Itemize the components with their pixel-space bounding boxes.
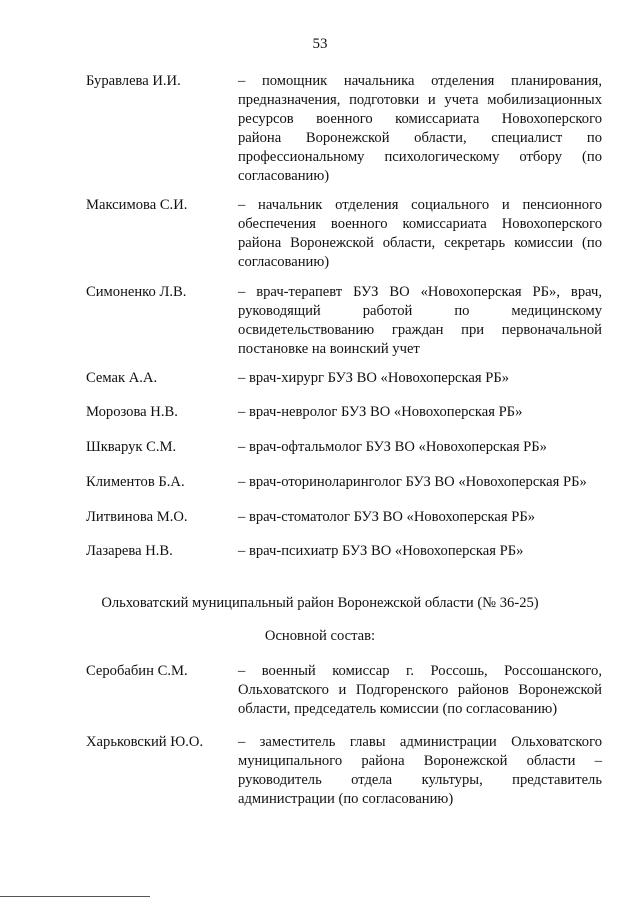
member-name: Буравлева И.И. — [86, 73, 181, 89]
member-name: Климентов Б.А. — [86, 474, 185, 490]
page-number: 53 — [312, 36, 328, 52]
member-name: Шкварук С.М. — [86, 439, 177, 455]
member-name: Семак А.А. — [86, 370, 158, 386]
member-name: Максимова С.И. — [86, 197, 188, 213]
member-description: – врач-стоматолог БУЗ ВО «Новохоперская РБ» — [238, 509, 535, 525]
district-heading: Ольховатский муниципальный район Воронежской области (№ 36-25) — [101, 595, 539, 611]
member-name: Литвинова М.О. — [86, 509, 188, 525]
member-name: Морозова Н.В. — [86, 404, 178, 420]
footnote-rule — [0, 896, 150, 897]
member-description: – заместитель главы администрации Ольховатского муниципального района Воронежской области – руководитель отдела культуры, представитель администрации (по согласованию) — [238, 734, 602, 807]
member-name: Харьковский Ю.О. — [86, 734, 204, 750]
member-description: – врач-офтальмолог БУЗ ВО «Новохоперская РБ» — [238, 439, 547, 455]
member-name: Лазарева Н.В. — [86, 543, 173, 559]
composition-heading: Основной состав: — [264, 628, 376, 644]
member-name: Симоненко Л.В. — [86, 284, 187, 300]
member-name: Серобабин С.М. — [86, 663, 188, 679]
member-description: – военный комиссар г. Россошь, Россошанского, Ольховатского и Подгоренского районов Воронежской области, председатель комиссии (по согласованию) — [238, 663, 602, 717]
member-description: – врач-оториноларинголог БУЗ ВО «Новохоперская РБ» — [238, 474, 587, 490]
member-description: – врач-невролог БУЗ ВО «Новохоперская РБ» — [238, 404, 523, 420]
member-description: – начальник отделения социального и пенсионного обеспечения военного комиссариата Новохоперского района Воронежской области, секретарь комиссии (по согласованию) — [238, 197, 602, 270]
member-description: – врач-психиатр БУЗ ВО «Новохоперская РБ» — [238, 543, 524, 559]
member-description: – врач-терапевт БУЗ ВО «Новохоперская РБ», врач, руководящий работой по медицинскому освидетельствованию граждан при первоначальной постановке на воинский учет — [238, 284, 602, 357]
member-description: – врач-хирург БУЗ ВО «Новохоперская РБ» — [238, 370, 510, 386]
member-description: – помощник начальника отделения планирования, предназначения, подготовки и учета мобилизационных ресурсов военного комиссариата Новохоперского района Воронежской области, специалист по профессиональному психологическому отбору (по согласованию) — [238, 73, 602, 184]
